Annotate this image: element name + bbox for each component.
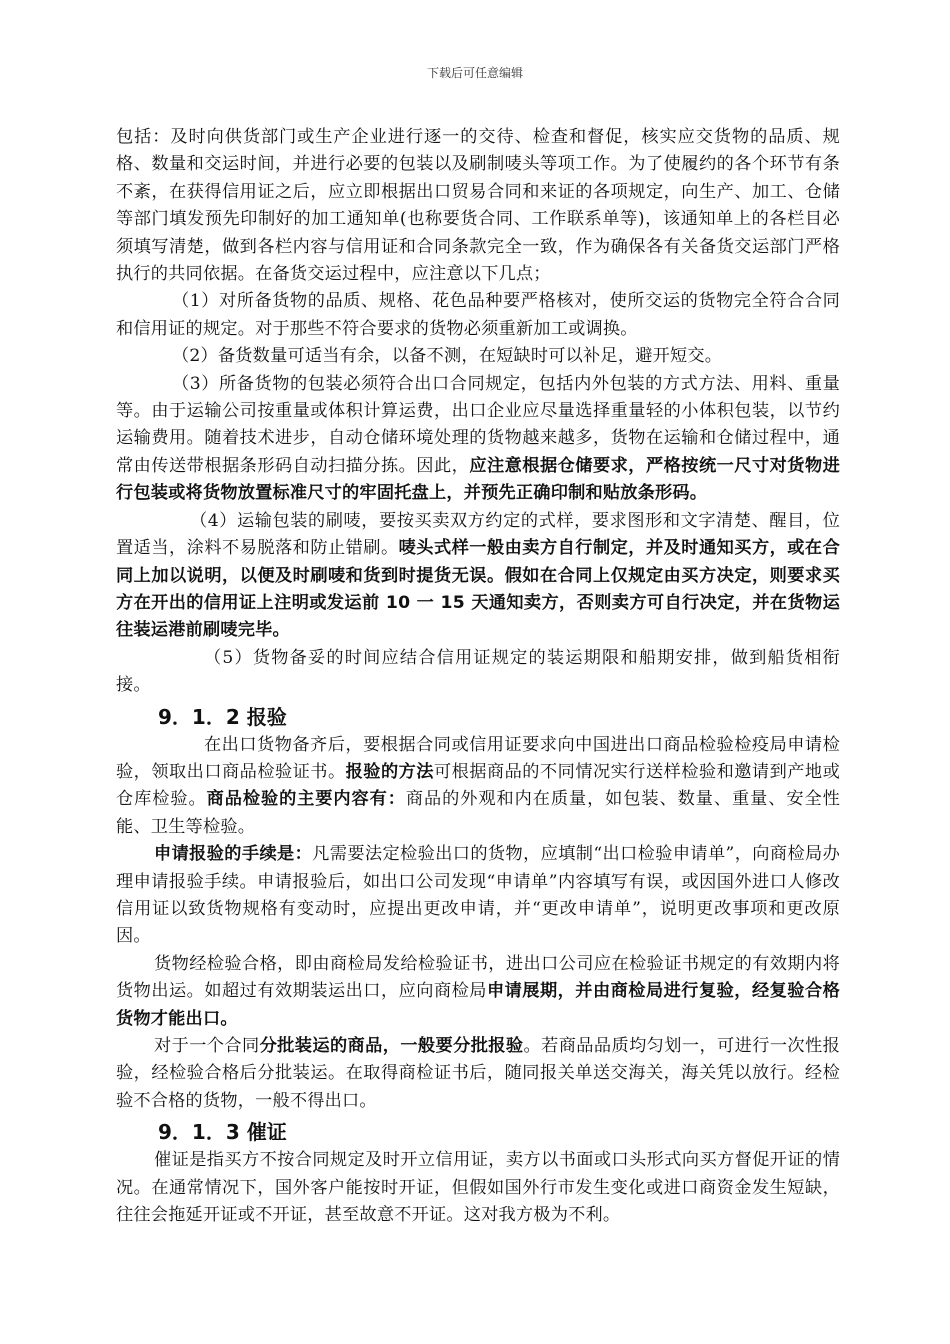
inspection-bold-method: 报验的方法 [345, 761, 434, 782]
paragraph-inspection [116, 732, 840, 842]
batch-bold: 分批装运的商品，一般要分批报验 [259, 1036, 524, 1056]
batch-text-c: 。若商品品质均匀划一，可进行一次性报验，经检验合格后分批装运。在取得商检证书后，随同报关单送交海关，海关凭以放行。经检验不合格的货物，一般不得出口。 [116, 1036, 840, 1111]
paragraph-batch [116, 1033, 840, 1115]
paragraph-item-3 [116, 371, 840, 508]
paragraph-item-5: （5）货物备妥的时间应结合信用证规定的装运期限和船期安排，做到船货相衔接。 [116, 647, 840, 696]
section-heading-urging: 9．1．3 催证 [158, 1120, 287, 1145]
procedure-text: 凡需要法定检验出口的货物，应填制“出口检验申请单”，向商检局办理申请报验手续。申请报验后，如出口公司发现“申请单”内容填写有误，或因国外进口人修改信用证以致货物规格有变动时，应提出更改申请，并“更改申请单”，说明更改事项和更改原因。 [116, 844, 840, 947]
certificate-bold: 申请展期，并由商检局进行复验，经复验合格货物才能出口。 [116, 981, 840, 1029]
paragraph-procedure [116, 841, 840, 951]
item-3-bold: 应注意根据仓储要求，严格按统一尺寸对货物进行包装或将货物放置标准尺寸的牢固托盘上，并预先正确印制和贴放条形码。 [116, 455, 840, 504]
inspection-text-e: 商品的外观和内在质量，如包装、数量、重量、安全性能、卫生等检验。 [116, 789, 840, 837]
paragraph-item-2: （2）备货数量可适当有余，以备不测，在短缺时可以补足，避开短交。 [172, 346, 723, 367]
batch-text-a: 对于一个合同 [154, 1036, 260, 1056]
paragraph-item-4 [116, 508, 840, 645]
paragraph-certificate [116, 951, 840, 1033]
inspection-bold-content: 商品检验的主要内容有： [206, 789, 406, 810]
paragraph-urging: 催证是指买方不按合同规定及时开立信用证，卖方以书面或口头形式向买方督促开证的情况。在通常情况下，国外客户能按时开证，但假如国外行市发生变化或进口商资金发生短缺，往往会拖延开证或不开证，甚至故意不开证。这对我方极为不利。 [116, 1150, 840, 1226]
item-3-text: （3）所备货物的包装必须符合出口合同规定，包括内外包装的方式方法、用料、重量等。由于运输公司按重量或体积计算运费，出口企业应尽量选择重量轻的小体积包装，以节约运输费用。随着技术进步，自动仓储环境处理的货物越来越多，货物在运输和仓储过程中，通常由传送带根据条形码自动扫描分拣。因此， [116, 373, 840, 476]
paragraph-intro: 包括：及时向供货部门或生产企业进行逐一的交待、检查和督促，核实应交货物的品质、规格、数量和交运时间，并进行必要的包装以及刷制唛头等项工作。为了使履约的各个环节有条不紊，在获得信用证之后，应立即根据出口贸易合同和来证的各项规定，向生产、加工、仓储等部门填发预先印制好的加工通知单(也称要货合同、工作联系单等)，该通知单上的各栏目必须填写清楚，做到各栏内容与信用证和合同条款完全一致，作为确保各有关备货交运部门严格执行的共同依据。在备货交运过程中，应注意以下几点； [116, 127, 840, 285]
document-body [116, 124, 840, 1229]
inspection-text-c: 可根据商品的不同情况实行送样检验和邀请到产地或仓库检验。 [116, 761, 840, 810]
section-heading-inspection: 9．1．2 报验 [158, 704, 287, 729]
paragraph-item-1: （1）对所备货物的品质、规格、花色品种要严格核对，使所交运的货物完全符合合同和信用证的规定。对于那些不符合要求的货物必须重新加工或调换。 [116, 291, 840, 339]
item-4-bold: 唛头式样一般由卖方自行制定，并及时通知买方，或在合同上加以说明，以便及时刷唛和货到时提货无误。假如在合同上仅规定由买方决定，则要求买方在开出的信用证上注明或发运前 10 一 15 天通知卖方，否则卖方可自行决定，并在货物运往装运港前刷唛完毕。 [116, 538, 840, 641]
item-4-text: （4）运输包装的刷唛，要按买卖双方约定的式样，要求图形和文字清楚、醒目，位置适当，涂料不易脱落和防止错刷。 [116, 510, 840, 559]
inspection-text-a: 在出口货物备齐后，要根据合同或信用证要求向中国进出口商品检验检疫局申请检验，领取出口商品检验证书。 [116, 734, 840, 782]
page-header: 下载后可任意编辑 [426, 66, 523, 80]
procedure-bold: 申请报验的手续是： [154, 844, 313, 865]
certificate-text: 货物经检验合格，即由商检局发给检验证书，进出口公司应在检验证书规定的有效期内将货物出运。如超过有效期装运出口，应向商检局 [116, 953, 840, 1002]
